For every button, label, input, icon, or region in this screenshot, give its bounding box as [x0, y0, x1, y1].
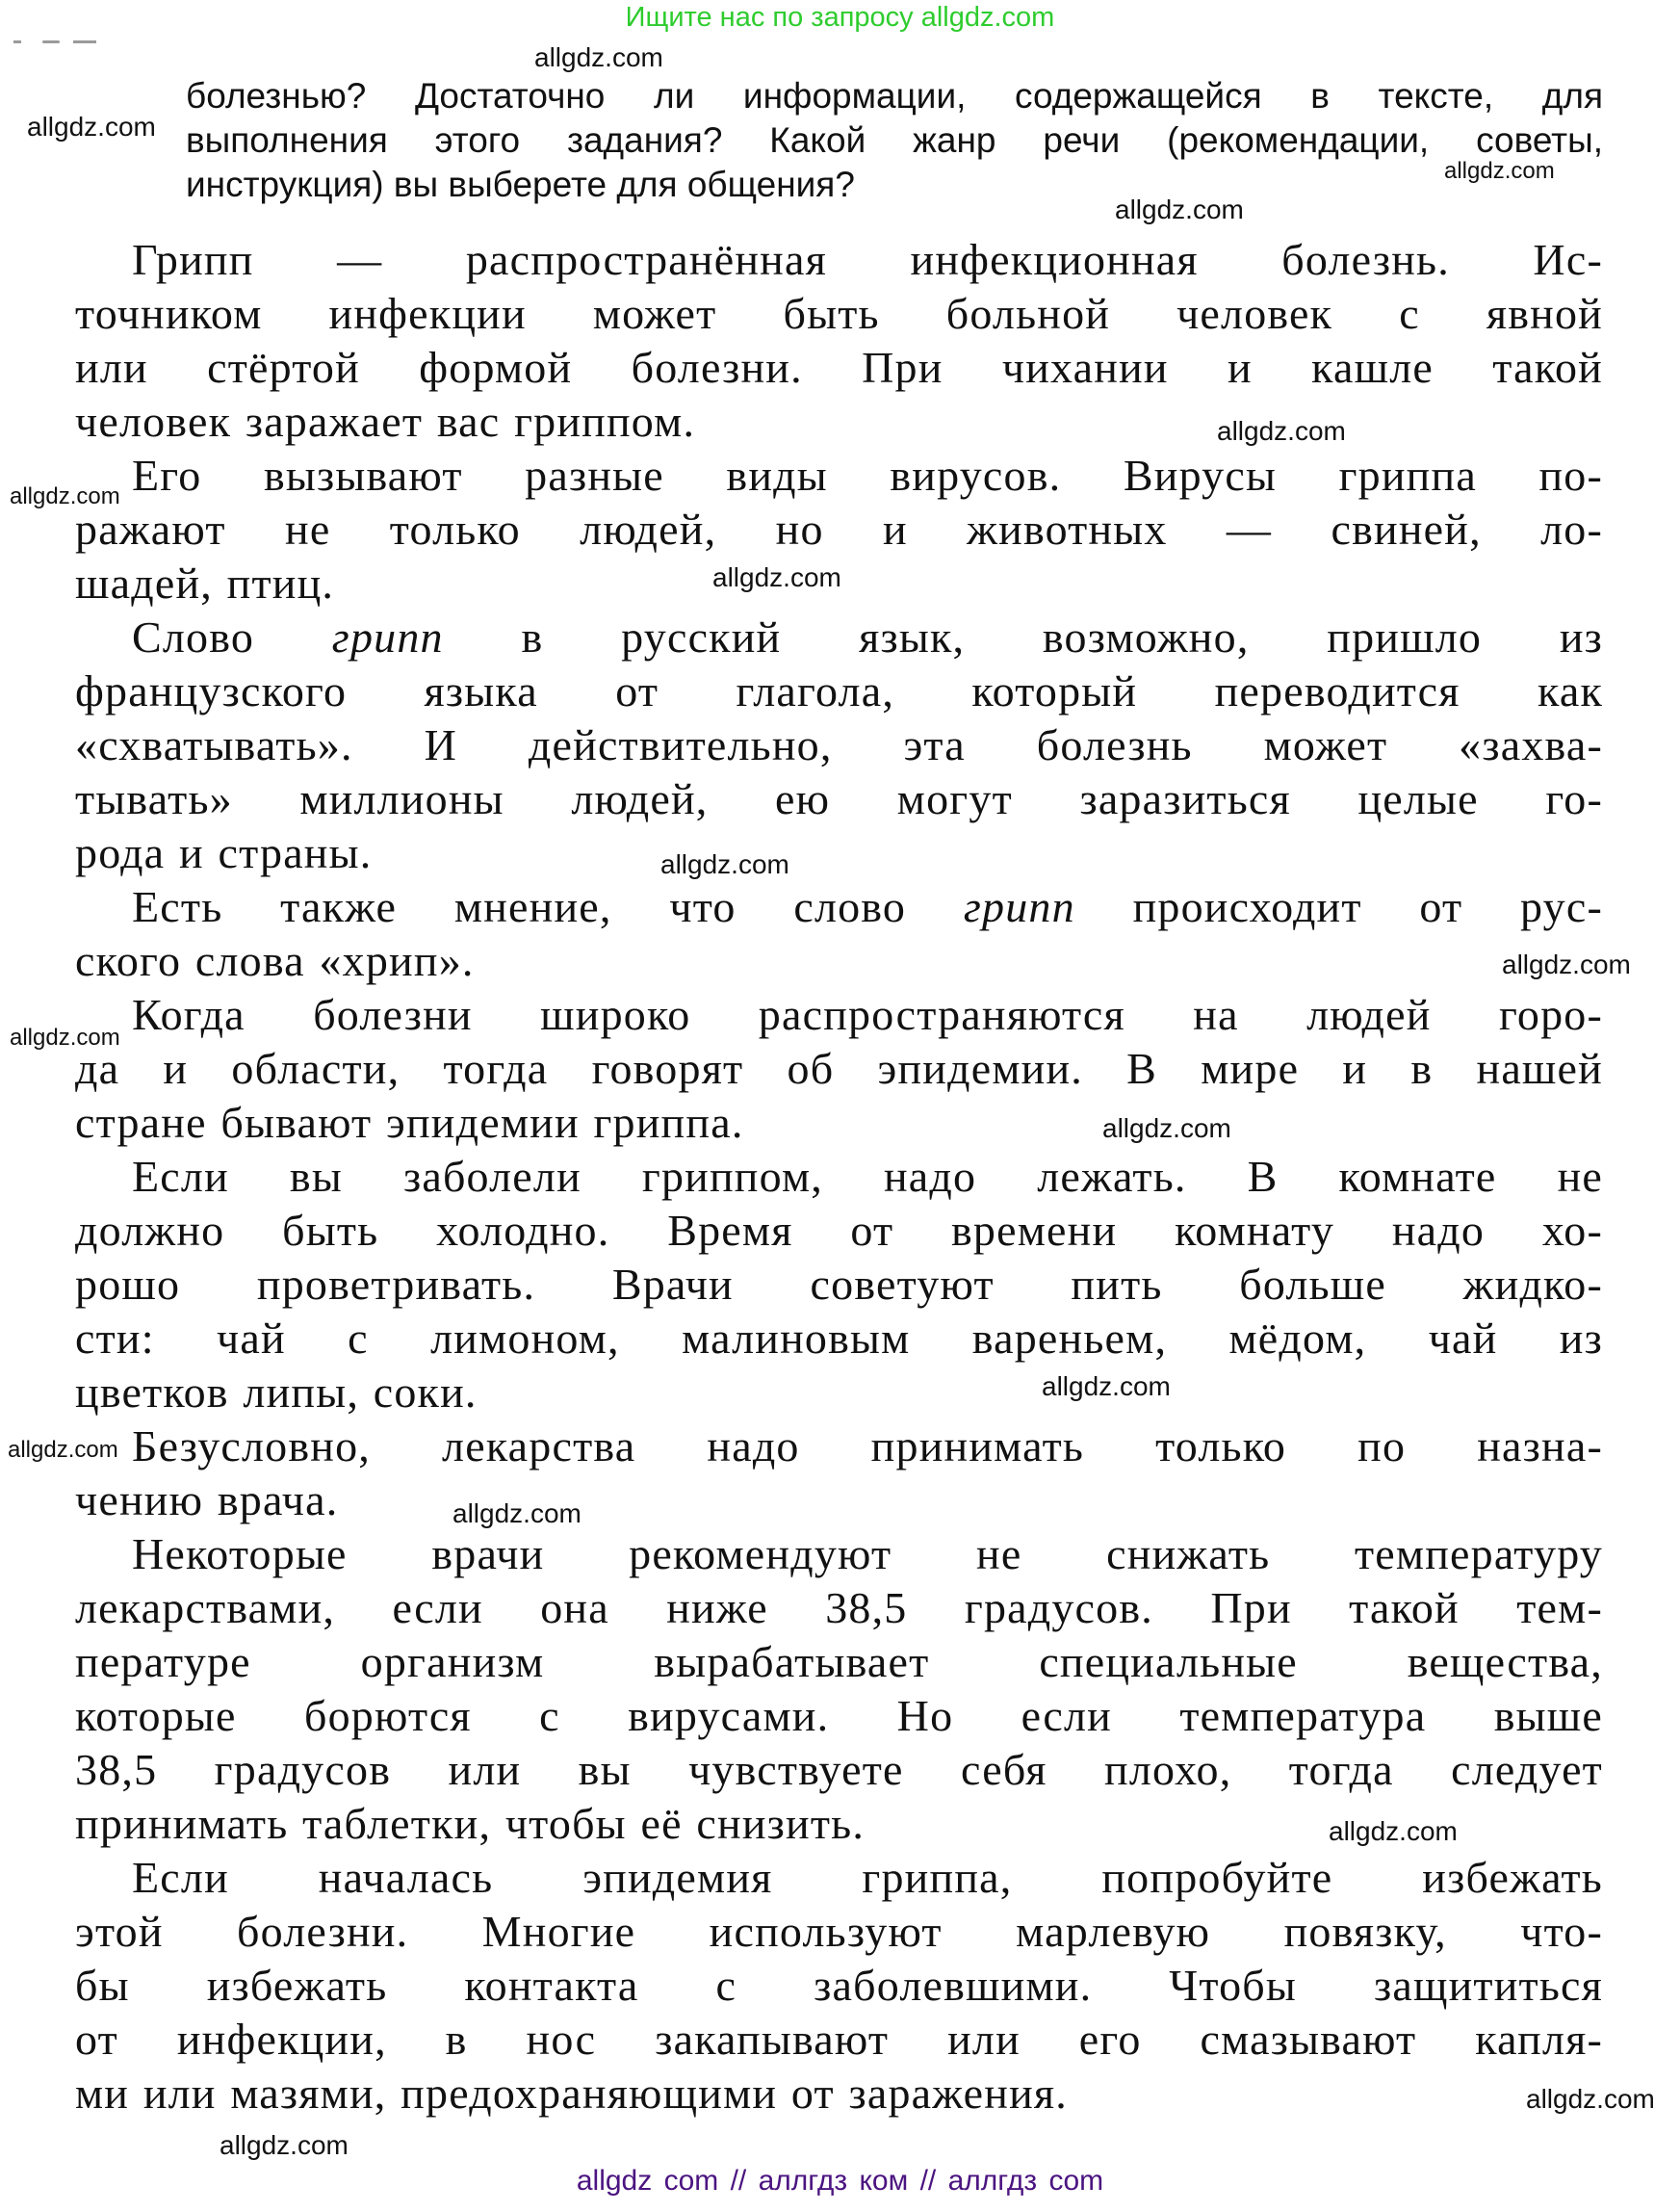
intro-line: болезнью? Достаточно ли информации, содержащейся в тексте, для: [186, 76, 1603, 116]
text-line: Если началась эпидемия гриппа, попробуйте избежать: [132, 1853, 1603, 1902]
watermark: allgdz.com: [1526, 2084, 1655, 2114]
intro-line: выполнения этого задания? Какой жанр речи (рекомендации, советы,: [186, 120, 1603, 160]
text-line: чению врача.: [75, 1475, 339, 1524]
watermark: allgdz.com: [660, 849, 789, 879]
text-line: лекарствами, если она ниже 38,5 градусов. При такой тем-: [75, 1583, 1603, 1632]
text-line: принимать таблетки, чтобы её снизить.: [75, 1799, 866, 1848]
text-span: Слово: [132, 612, 255, 662]
watermark: allgdz.com: [534, 42, 663, 72]
text-line: ского слова «хрип».: [75, 936, 475, 985]
text-line: [132, 612, 1603, 663]
watermark: allgdz.com: [1042, 1371, 1171, 1401]
italic-term: грипп: [331, 612, 444, 662]
text-line: цветков липы, соки.: [75, 1367, 478, 1417]
footer-watermark: allgdz com // аллгдз ком // аллгдз com: [576, 2165, 1104, 2197]
watermark: allgdz.com: [8, 1437, 118, 1463]
text-line: Некоторые врачи рекомендуют не снижать температуру: [132, 1529, 1603, 1578]
text-line: Грипп — распространённая инфекционная болезнь. Ис-: [132, 235, 1603, 284]
text-line: бы избежать контакта с заболевшими. Чтобы защититься: [75, 1961, 1603, 2010]
text-line: ми или мазями, предохраняющими от заражения.: [75, 2069, 1068, 2118]
intro-line: инструкция) вы выберете для общения?: [186, 165, 855, 204]
text-line: сти: чай с лимоном, малиновым вареньем, мёдом, чай из: [75, 1314, 1603, 1363]
text-span: происходит от рус-: [1132, 882, 1603, 931]
text-span: в русский язык, возможно, пришло из: [521, 612, 1604, 662]
italic-term: грипп: [963, 882, 1075, 931]
search-banner: Ищите нас по запросу allgdz.com: [625, 2, 1055, 33]
watermark: allgdz.com: [1329, 1816, 1458, 1846]
text-line: шадей, птиц.: [75, 559, 335, 608]
text-line: да и области, тогда говорят об эпидемии. В мире и в нашей: [75, 1044, 1603, 1093]
text-line: точником инфекции может быть больной человек с явной: [75, 289, 1603, 338]
watermark: allgdz.com: [1502, 950, 1631, 979]
text-line: этой болезни. Многие используют марлевую повязку, что-: [75, 1907, 1603, 1956]
text-line: ражают не только людей, но и животных — свиней, ло-: [75, 505, 1603, 554]
watermark: allgdz.com: [1217, 416, 1346, 446]
text-line: «схватывать». И действительно, эта болезнь может «захва-: [75, 720, 1603, 769]
text-line: пературе организм вырабатывает специальные вещества,: [75, 1637, 1603, 1686]
watermark: allgdz.com: [27, 112, 156, 142]
text-line: Когда болезни широко распространяются на людей горо-: [132, 990, 1603, 1039]
page-number-fragment: [13, 40, 96, 43]
text-line: [132, 882, 1603, 932]
text-line: Безусловно, лекарства надо принимать только по назна-: [132, 1421, 1603, 1470]
watermark: allgdz.com: [10, 1025, 120, 1051]
text-line: тывать» миллионы людей, ею могут заразиться целые го-: [75, 774, 1603, 823]
text-line: 38,5 градусов или вы чувствуете себя плохо, тогда следует: [75, 1745, 1603, 1794]
watermark: allgdz.com: [1102, 1113, 1231, 1143]
watermark: allgdz.com: [220, 2130, 349, 2160]
text-line: Его вызывают разные виды вирусов. Вирусы гриппа по-: [132, 451, 1603, 500]
text-line: или стёртой формой болезни. При чихании и кашле такой: [75, 343, 1603, 392]
watermark: allgdz.com: [10, 483, 120, 509]
watermark: allgdz.com: [1115, 195, 1244, 224]
text-line: французского языка от глагола, который переводится как: [75, 666, 1603, 716]
text-span: Есть также мнение, что слово: [132, 882, 907, 931]
text-line: которые борются с вирусами. Но если температура выше: [75, 1691, 1603, 1740]
text-line: стране бывают эпидемии гриппа.: [75, 1098, 744, 1147]
watermark: allgdz.com: [1444, 158, 1555, 184]
text-line: человек заражает вас гриппом.: [75, 397, 696, 446]
watermark: allgdz.com: [452, 1498, 582, 1528]
text-line: от инфекции, в нос закапывают или его смазывают капля-: [75, 2015, 1603, 2064]
text-line: рошо проветривать. Врачи советуют пить больше жидко-: [75, 1260, 1603, 1309]
text-line: Если вы заболели гриппом, надо лежать. В комнате не: [132, 1152, 1603, 1201]
text-line: должно быть холодно. Время от времени комнату надо хо-: [75, 1206, 1603, 1255]
text-line: рода и страны.: [75, 828, 373, 877]
watermark: allgdz.com: [712, 562, 841, 592]
